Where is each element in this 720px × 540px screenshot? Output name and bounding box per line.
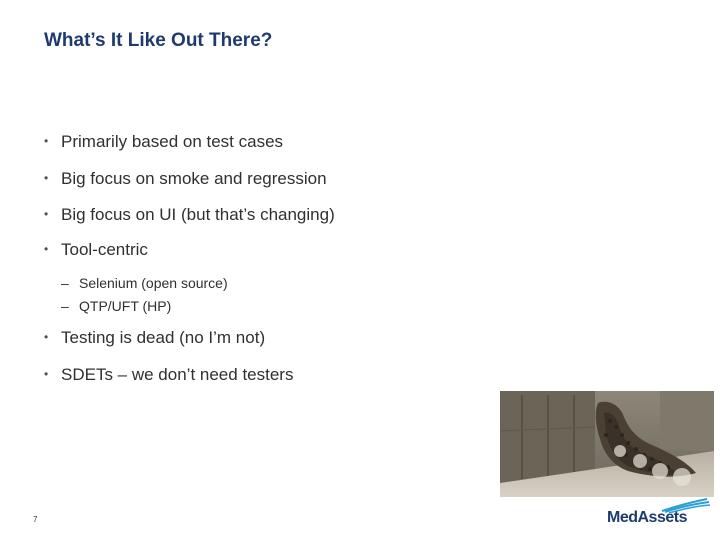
bullet-text: SDETs – we don’t need testers — [61, 365, 294, 384]
bullet-glyph: • — [44, 171, 49, 185]
bullet-text: Testing is dead (no I’m not) — [61, 328, 266, 347]
stampede-photo — [500, 391, 714, 497]
sub-bullet-item — [61, 275, 228, 291]
bullet-item — [44, 328, 265, 348]
bullet-text: Tool-centric — [61, 240, 148, 259]
bullet-glyph: • — [44, 242, 49, 256]
bullet-text: Primarily based on test cases — [61, 132, 284, 151]
sub-bullet-text: QTP/UFT (HP) — [79, 298, 172, 314]
bullet-item — [44, 365, 293, 385]
bullet-glyph: • — [44, 330, 49, 344]
bullet-item — [44, 169, 327, 189]
sub-bullet-glyph: – — [61, 275, 69, 291]
sub-bullet-glyph: – — [61, 298, 69, 314]
bullet-glyph: • — [44, 207, 49, 221]
sub-bullet-text: Selenium (open source) — [79, 275, 228, 291]
bullet-text: Big focus on smoke and regression — [61, 169, 327, 188]
page-number: 7 — [33, 515, 38, 524]
bullet-item — [44, 205, 335, 225]
bullet-item — [44, 132, 283, 152]
slide-title: What’s It Like Out There? — [44, 30, 273, 51]
logo-wordmark: MedAssets — [607, 509, 687, 526]
bullet-glyph: • — [44, 134, 49, 148]
bullet-item — [44, 240, 148, 260]
stampede-photo-image — [500, 391, 714, 497]
sub-bullet-item — [61, 298, 171, 314]
bullet-glyph: • — [44, 367, 49, 381]
medassets-logo — [607, 497, 711, 531]
bullet-text: Big focus on UI (but that’s changing) — [61, 205, 335, 224]
